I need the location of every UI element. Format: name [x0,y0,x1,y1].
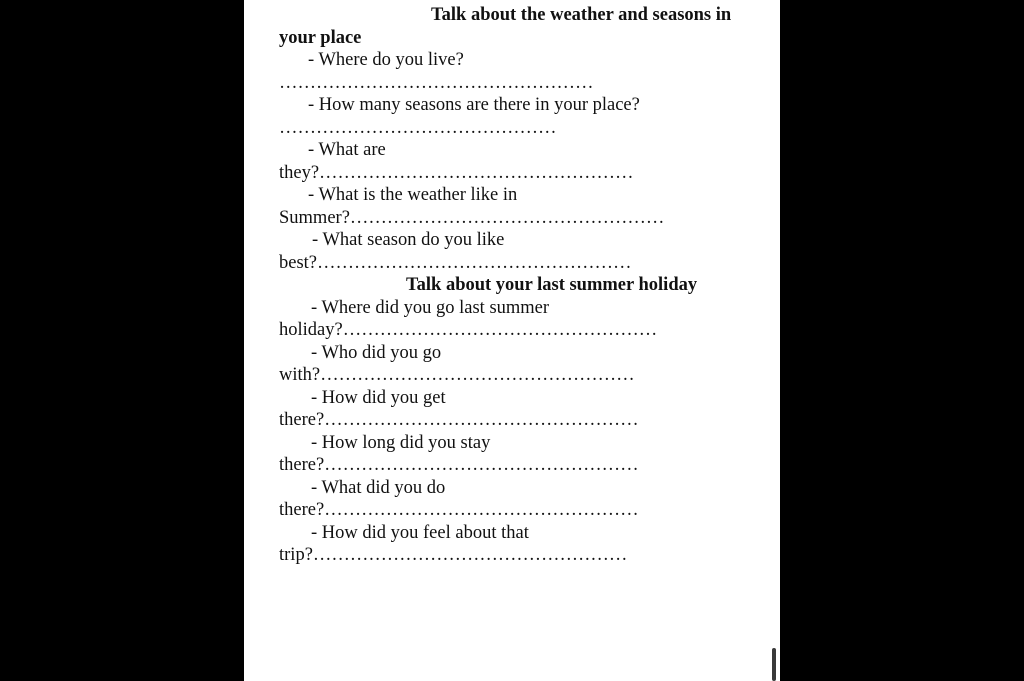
question-season-best: - What season do you like [312,230,505,250]
question-how-many-seasons: - How many seasons are there in your place? [308,95,640,115]
answer-line: there?…………………………………………… [279,455,639,475]
question-how-get-there: - How did you get [311,388,446,408]
answer-line: there?…………………………………………… [279,500,639,520]
answer-line: best?…………………………………………… [279,253,632,273]
answer-line: ……………………………………… [279,118,557,138]
answer-line: holiday?…………………………………………… [279,320,658,340]
question-what-are: - What are [308,140,386,160]
answer-line: with?…………………………………………… [279,365,635,385]
answer-line: there?…………………………………………… [279,410,639,430]
question-weather-summer: - What is the weather like in [308,185,518,205]
question-where-live: - Where do you live? [308,50,464,70]
question-what-do: - What did you do [311,478,446,498]
answer-line: …………………………………………… [279,73,594,93]
document-page [244,0,780,681]
question-how-long-stay: - How long did you stay [311,433,491,453]
section-title-holiday: Talk about your last summer holiday [406,275,698,295]
question-who-with: - Who did you go [311,343,442,363]
section-title-weather: Talk about the weather and seasons in [431,5,732,25]
answer-line: they?…………………………………………… [279,163,634,183]
answer-line: trip?…………………………………………… [279,545,628,565]
scrollbar-thumb[interactable] [772,648,776,681]
section-title-weather-cont: your place [279,28,362,48]
question-how-feel: - How did you feel about that [311,523,529,543]
answer-line: Summer?…………………………………………… [279,208,665,228]
question-where-go: - Where did you go last summer [311,298,550,318]
